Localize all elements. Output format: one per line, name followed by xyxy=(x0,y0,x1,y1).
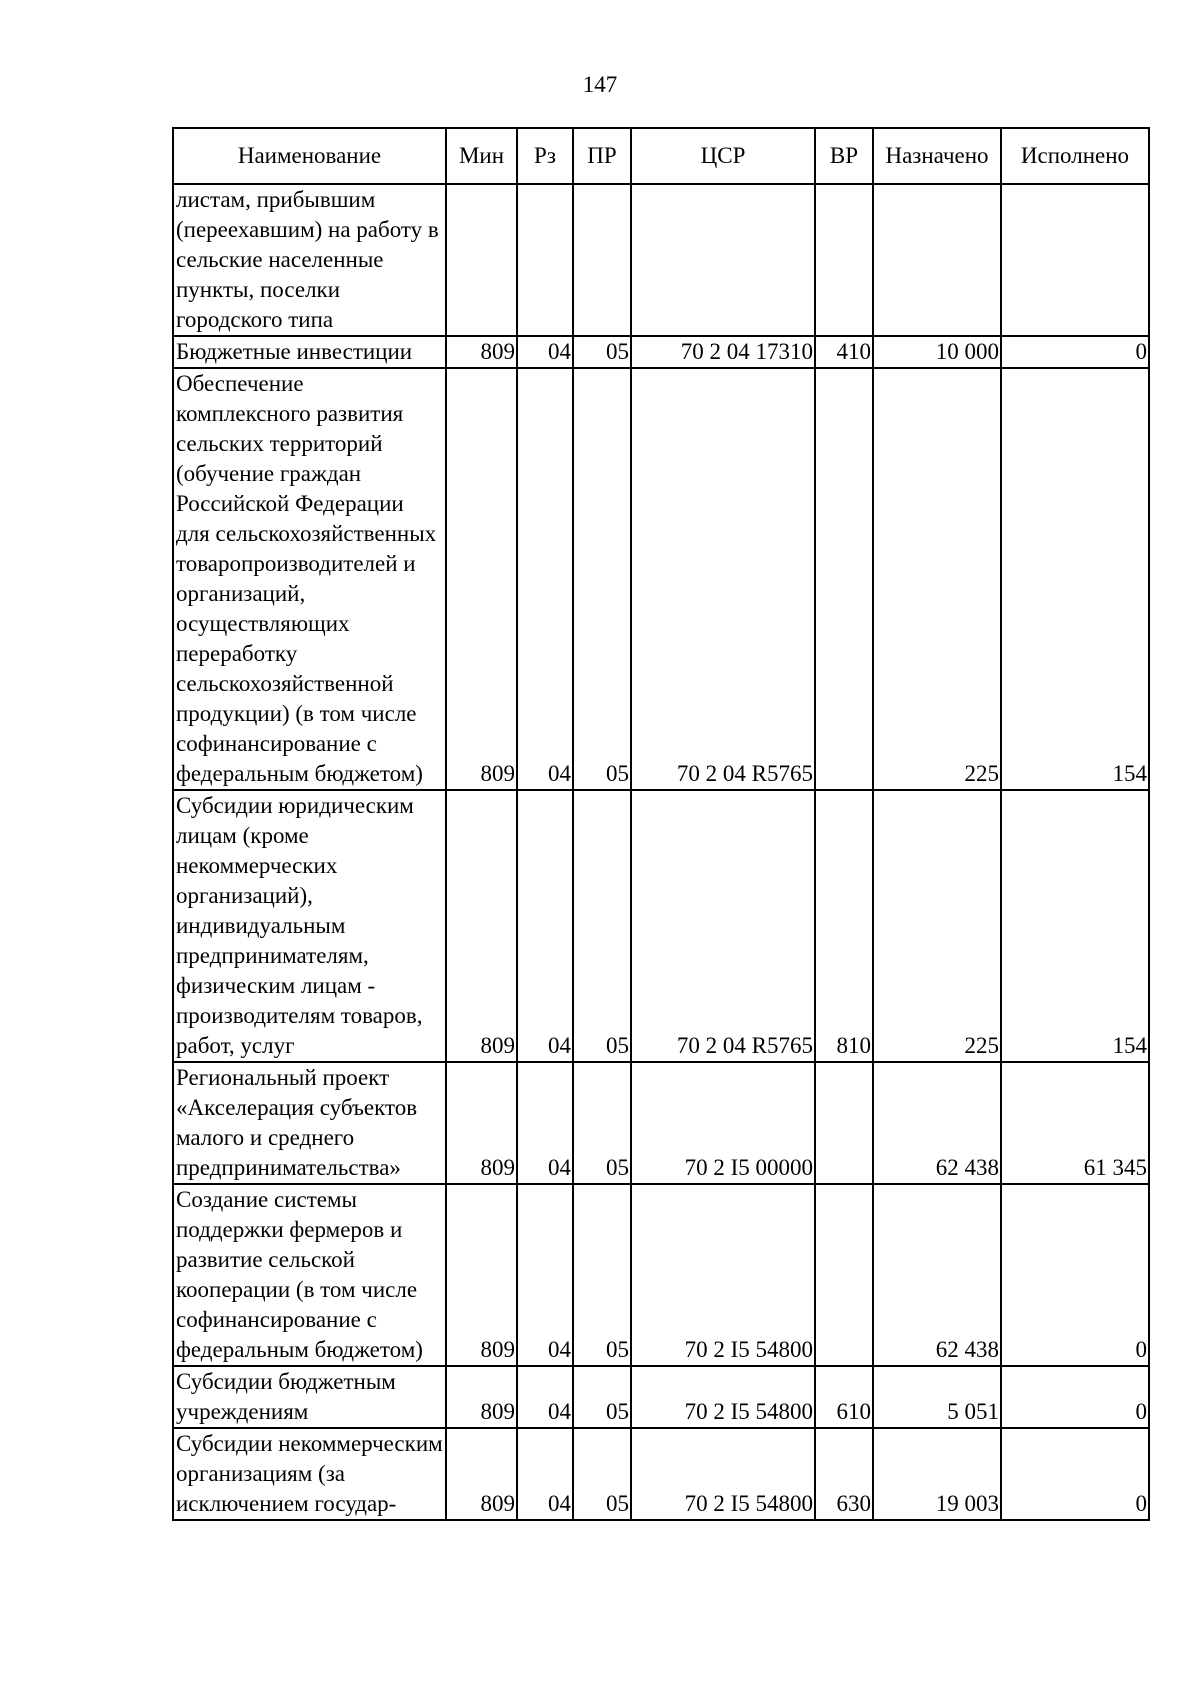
cell-csr: 70 2 04 R5765 xyxy=(631,790,815,1062)
cell-rz: 04 xyxy=(517,368,573,790)
cell-executed: 154 xyxy=(1001,790,1149,1062)
header-min: Мин xyxy=(446,128,517,184)
cell-pr: 05 xyxy=(573,1062,631,1184)
cell-pr: 05 xyxy=(573,1428,631,1520)
cell-vr: 610 xyxy=(815,1366,873,1428)
cell-min: 809 xyxy=(446,1184,517,1366)
cell-vr: 630 xyxy=(815,1428,873,1520)
cell-pr: 05 xyxy=(573,790,631,1062)
cell-executed xyxy=(1001,184,1149,336)
cell-rz xyxy=(517,184,573,336)
page-number: 147 xyxy=(582,72,618,97)
cell-csr: 70 2 04 17310 xyxy=(631,336,815,368)
cell-assigned: 62 438 xyxy=(873,1184,1001,1366)
cell-rz: 04 xyxy=(517,1184,573,1366)
cell-pr xyxy=(573,184,631,336)
header-pr: ПР xyxy=(573,128,631,184)
table-row xyxy=(173,368,1149,790)
cell-name: Обеспечение комплексного развития сельских территорий (обучение граждан Российской Федерации для сельскохозяйственных товаропроизводителей и организаций, осуществляющих переработку сельскохозяйственной продукции) (в том числе софинансирование с федеральным бюджетом) xyxy=(173,368,446,790)
cell-rz: 04 xyxy=(517,1366,573,1428)
cell-pr: 05 xyxy=(573,336,631,368)
table-row xyxy=(173,184,1149,336)
cell-rz: 04 xyxy=(517,1428,573,1520)
cell-assigned: 62 438 xyxy=(873,1062,1001,1184)
cell-vr xyxy=(815,1062,873,1184)
cell-pr: 05 xyxy=(573,1184,631,1366)
table-row xyxy=(173,1366,1149,1428)
cell-min: 809 xyxy=(446,790,517,1062)
cell-min: 809 xyxy=(446,368,517,790)
table-row xyxy=(173,790,1149,1062)
table-row xyxy=(173,336,1149,368)
cell-executed: 0 xyxy=(1001,1184,1149,1366)
cell-name: Субсидии юридическим лицам (кроме некоммерческих организаций), индивидуальным предпринимателям, физическим лицам - производителям товаров, работ, услуг xyxy=(173,790,446,1062)
header-name: Наименование xyxy=(173,128,446,184)
cell-rz: 04 xyxy=(517,336,573,368)
cell-csr: 70 2 04 R5765 xyxy=(631,368,815,790)
header-csr: ЦСР xyxy=(631,128,815,184)
budget-execution-table xyxy=(172,127,1150,1521)
table-row xyxy=(173,1428,1149,1520)
cell-name: Субсидии бюджетным учреждениям xyxy=(173,1366,446,1428)
cell-assigned: 225 xyxy=(873,368,1001,790)
cell-csr: 70 2 I5 54800 xyxy=(631,1428,815,1520)
cell-min: 809 xyxy=(446,336,517,368)
header-assigned: Назначено xyxy=(873,128,1001,184)
cell-csr xyxy=(631,184,815,336)
cell-csr: 70 2 I5 54800 xyxy=(631,1184,815,1366)
cell-vr xyxy=(815,184,873,336)
cell-rz: 04 xyxy=(517,1062,573,1184)
cell-executed: 0 xyxy=(1001,1428,1149,1520)
cell-name: Создание системы поддержки фермеров и развитие сельской кооперации (в том числе софинансирование с федеральным бюджетом) xyxy=(173,1184,446,1366)
cell-assigned: 10 000 xyxy=(873,336,1001,368)
cell-vr xyxy=(815,368,873,790)
cell-executed: 0 xyxy=(1001,336,1149,368)
cell-assigned: 225 xyxy=(873,790,1001,1062)
cell-assigned xyxy=(873,184,1001,336)
cell-min: 809 xyxy=(446,1428,517,1520)
cell-executed: 61 345 xyxy=(1001,1062,1149,1184)
cell-pr: 05 xyxy=(573,1366,631,1428)
cell-vr: 410 xyxy=(815,336,873,368)
cell-name: Субсидии некоммерческим организациям (за исключением государ- xyxy=(173,1428,446,1520)
cell-min xyxy=(446,184,517,336)
cell-assigned: 19 003 xyxy=(873,1428,1001,1520)
table-header-row xyxy=(173,128,1149,184)
cell-vr: 810 xyxy=(815,790,873,1062)
header-executed: Исполнено xyxy=(1001,128,1149,184)
cell-vr xyxy=(815,1184,873,1366)
cell-min: 809 xyxy=(446,1062,517,1184)
header-vr: ВР xyxy=(815,128,873,184)
cell-pr: 05 xyxy=(573,368,631,790)
cell-executed: 154 xyxy=(1001,368,1149,790)
cell-name: листам, прибывшим (переехавшим) на работу в сельские населенные пункты, поселки городского типа xyxy=(173,184,446,336)
cell-min: 809 xyxy=(446,1366,517,1428)
cell-executed: 0 xyxy=(1001,1366,1149,1428)
cell-csr: 70 2 I5 00000 xyxy=(631,1062,815,1184)
header-rz: Рз xyxy=(517,128,573,184)
cell-name: Региональный проект «Акселерация субъектов малого и среднего предпринимательства» xyxy=(173,1062,446,1184)
cell-csr: 70 2 I5 54800 xyxy=(631,1366,815,1428)
table-row xyxy=(173,1184,1149,1366)
cell-rz: 04 xyxy=(517,790,573,1062)
table-row xyxy=(173,1062,1149,1184)
cell-name: Бюджетные инвестиции xyxy=(173,336,446,368)
cell-assigned: 5 051 xyxy=(873,1366,1001,1428)
